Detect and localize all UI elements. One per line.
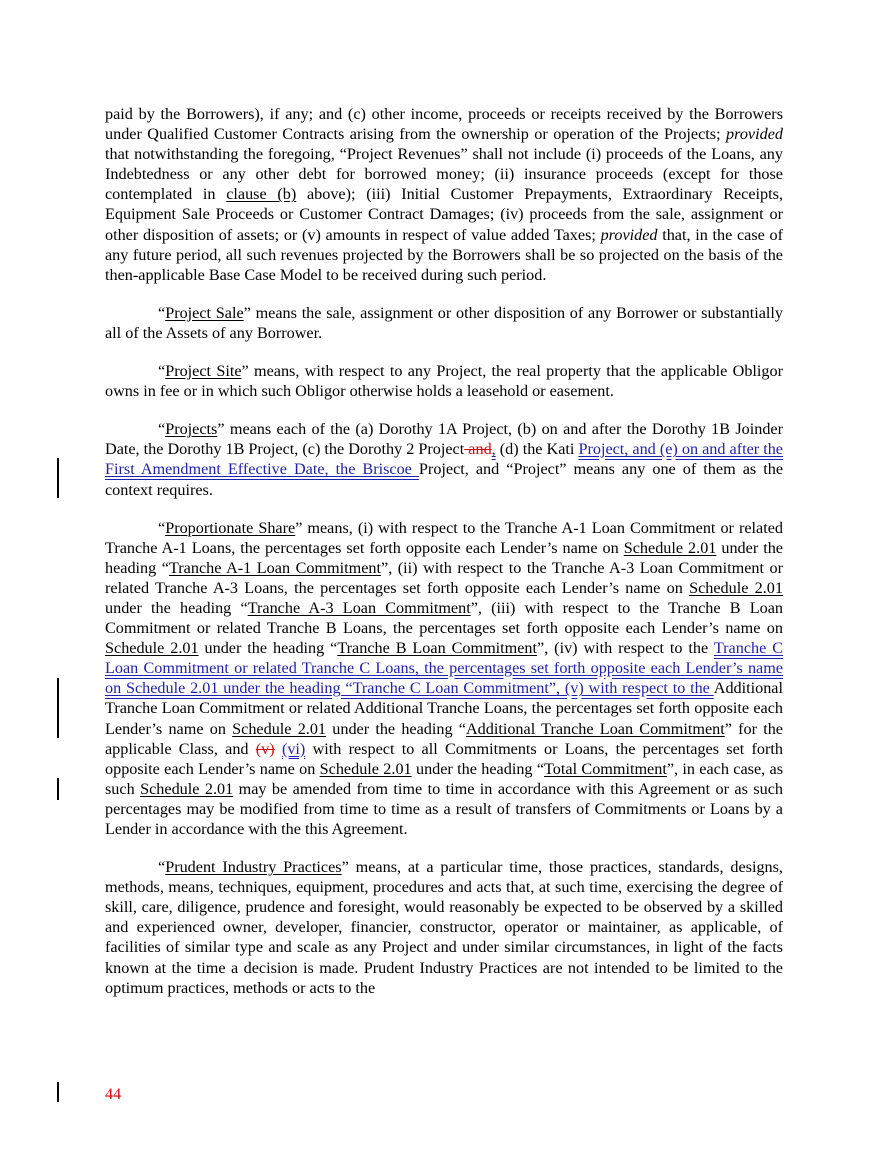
paragraph-projects xyxy=(105,419,783,499)
text: ” means, at a particular time, those practices, standards, designs, methods, means, techniques, equipment, procedures and acts that, at such time, exercising the degree of skill, care, diligence, prudence and foresight, would reasonably be expected to be observed by a skilled and experienced owner, developer, financier, constructor, operator or maintainer, as applicable, of facilities of similar type and scale as any Project and under similar circumstances, in light of the facts known at the time a decision is made. Prudent Industry Practices are not intended to be limited to the optimum practices, methods or acts to the xyxy=(105,858,783,997)
text: (d) the Kati xyxy=(495,440,579,459)
text: under the heading “ xyxy=(105,598,248,617)
text: ” means each of the (a) Dorothy 1A Project, (b) on and after the Dorothy 1B Joinder Date, the Dorothy 1B Project, (c) the Dorothy 2 Project xyxy=(105,420,783,459)
text: Additional Tranche Loan Commitment or related Additional Tranche Loans, the percentages set forth opposite each Lender’s name on xyxy=(105,679,783,738)
text: above); (iii) Initial Customer Prepayments, Extraordinary Receipts, Equipment Sale Proceeds or Customer Contract Damages; (iv) proceeds from the sale, assignment or other disposition of assets; or (v) amounts in respect of value added Taxes; xyxy=(105,185,783,244)
paragraph-prudent-industry-practices xyxy=(105,857,783,998)
text: under the heading “ xyxy=(411,759,545,778)
text: ”, in each case, as such xyxy=(105,759,784,798)
text: ”, (iv) with respect to the xyxy=(537,639,714,658)
defined-term: Proportionate Share xyxy=(165,518,296,537)
inserted-text: Project, and (e) on and after the First Amendment Effective Date, the Briscoe xyxy=(105,440,783,479)
text: “ xyxy=(158,362,166,381)
text: ” for the applicable Class, and xyxy=(105,719,783,758)
text: “ xyxy=(158,303,166,322)
text: under the heading “ xyxy=(198,639,338,658)
change-bar xyxy=(57,1082,59,1102)
text: that, in the case of any future period, all such revenues projected by the Borrowers shall be so projected on the basis of the then-applicable Base Case Model to be received during such period. xyxy=(105,225,783,284)
deleted-text: (v) xyxy=(255,739,275,758)
paragraph-project-site xyxy=(105,361,783,401)
page-number: 44 xyxy=(105,1085,122,1103)
text: “ xyxy=(158,420,166,439)
text: “ xyxy=(158,858,166,877)
underlined-text: clause (b) xyxy=(226,185,297,204)
defined-term: Project Site xyxy=(165,362,242,381)
inserted-text: (vi) xyxy=(281,739,306,758)
inserted-text: , xyxy=(491,440,496,459)
defined-term: Prudent Industry Practices xyxy=(165,858,342,877)
heading-reference: Additional Tranche Loan Commitment xyxy=(465,719,725,738)
change-bar xyxy=(57,458,59,498)
schedule-reference: Schedule 2.01 xyxy=(140,779,234,798)
text: ” means, (i) with respect to the Tranche A-1 Loan Commitment or related Tranche A-1 Loans, the percentages set forth opposite each Lender’s name on xyxy=(105,518,783,557)
change-bar xyxy=(57,778,59,800)
text: ” means the sale, assignment or other disposition of any Borrower or substantially all of the Assets of any Borrower. xyxy=(105,303,783,342)
text xyxy=(275,740,282,758)
text: ” means, with respect to any Project, the real property that the applicable Obligor owns in fee or in which such Obligor otherwise holds a leasehold or easement. xyxy=(105,362,783,401)
text: paid by the Borrowers), if any; and (c) other income, proceeds or receipts received by the Borrowers under Qualified Customer Contracts arising from the ownership or operation of the Projects; xyxy=(105,105,783,144)
italic-text: provided xyxy=(600,225,658,244)
paragraph-project-sale xyxy=(105,303,783,343)
text: Project, and “Project” means any one of them as the context requires. xyxy=(105,460,783,499)
paragraph-project-revenues-cont xyxy=(105,104,783,285)
schedule-reference: Schedule 2.01 xyxy=(232,719,327,738)
text: under the heading “ xyxy=(326,719,466,738)
text: that notwithstanding the foregoing, “Project Revenues” shall not include (i) proceeds of the Loans, any Indebtedness or any other debt for borrowed money; (ii) insurance proceeds (except for those contemplated in xyxy=(105,145,783,204)
inserted-text: Tranche C Loan Commitment or related Tranche C Loans, the percentages set forth opposite each Lender’s name on Schedule 2.01 under the heading “Tranche C Loan Commitment”, (v) with respect to the xyxy=(105,639,784,698)
change-bar xyxy=(57,678,59,738)
schedule-reference: Schedule 2.01 xyxy=(623,538,717,557)
heading-reference: Tranche B Loan Commitment xyxy=(337,639,538,658)
text: “ xyxy=(158,518,166,537)
heading-reference: Total Commitment xyxy=(544,759,667,778)
schedule-reference: Schedule 2.01 xyxy=(689,578,783,597)
document-page xyxy=(105,104,783,1016)
text: ”, (ii) with respect to the Tranche A-3 Loan Commitment or related Tranche A-3 Loans, the percentages set forth opposite each Lender’s name on xyxy=(105,558,783,597)
deleted-text: and xyxy=(464,440,492,459)
schedule-reference: Schedule 2.01 xyxy=(105,639,199,658)
defined-term: Project Sale xyxy=(165,303,244,322)
defined-term: Projects xyxy=(165,420,218,439)
text: may be amended from time to time in accordance with this Agreement or as such percentages may be modified from time to time as a result of transfers of Commitments or Loans by a Lender in accordance with the this Agreement. xyxy=(105,779,783,838)
italic-text: provided xyxy=(726,125,783,144)
text: with respect to all Commitments or Loans, the percentages set forth opposite each Lender’s name on xyxy=(105,739,784,778)
text: under the heading “ xyxy=(105,538,783,577)
heading-reference: Tranche A-1 Loan Commitment xyxy=(168,558,382,577)
paragraph-proportionate-share xyxy=(105,518,783,840)
schedule-reference: Schedule 2.01 xyxy=(319,759,412,778)
heading-reference: Tranche A-3 Loan Commitment xyxy=(247,598,471,617)
text: ”, (iii) with respect to the Tranche B Loan Commitment or related Tranche B Loans, the percentages set forth opposite each Lender’s name on xyxy=(105,598,784,638)
